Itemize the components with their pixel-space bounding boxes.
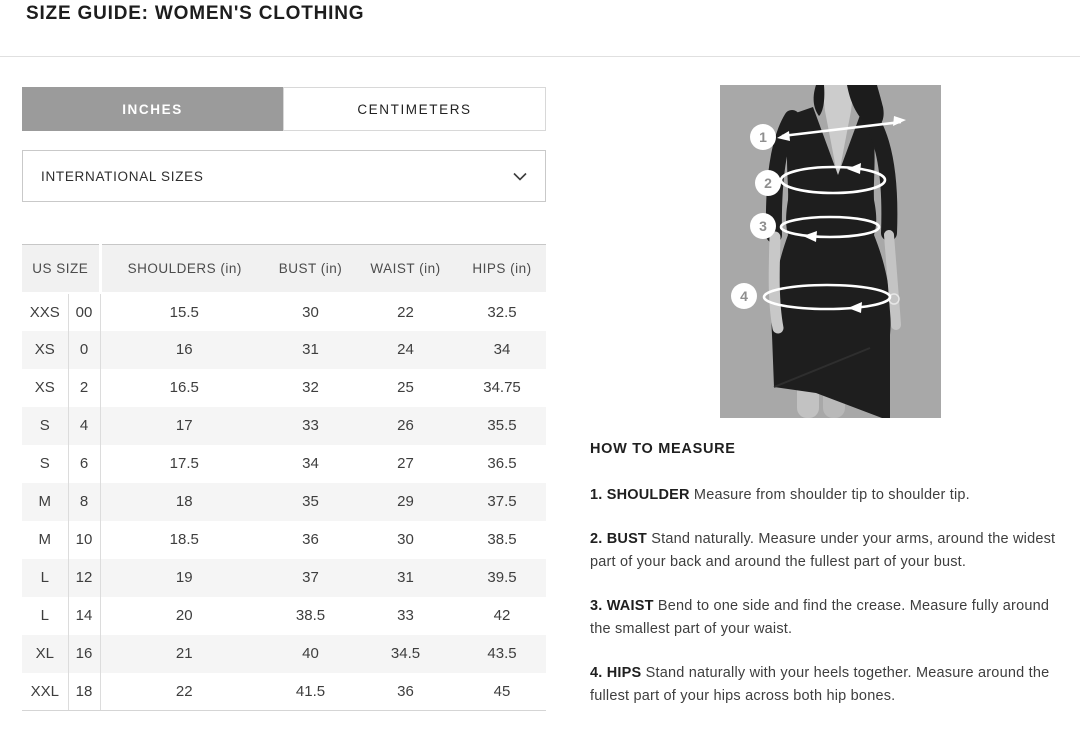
table-row bbox=[22, 445, 546, 483]
shoulders-cell: 16.5 bbox=[169, 379, 199, 396]
bust-cell: 40 bbox=[302, 645, 319, 662]
us-size-cell: 12 bbox=[68, 559, 100, 597]
page-title: SIZE GUIDE: WOMEN'S CLOTHING bbox=[26, 3, 365, 24]
size-letter-cell: XXL bbox=[22, 673, 68, 711]
waist-cell: 26 bbox=[397, 417, 414, 434]
bust-cell: 34 bbox=[302, 455, 319, 472]
waist-cell: 29 bbox=[397, 493, 414, 510]
shoulders-cell: 22 bbox=[100, 673, 268, 711]
table-row bbox=[22, 559, 546, 597]
hips-cell: 37.5 bbox=[487, 493, 517, 510]
table-row bbox=[22, 293, 546, 331]
hips-cell: 45 bbox=[458, 673, 546, 711]
header-us-size: US SIZE bbox=[22, 245, 100, 293]
us-size-cell: 8 bbox=[68, 483, 100, 521]
unit-tabs bbox=[22, 87, 546, 131]
size-table bbox=[22, 244, 546, 711]
size-letter-cell: M bbox=[22, 483, 68, 521]
size-letter-cell: XS bbox=[22, 331, 68, 369]
hips-cell: 38.5 bbox=[487, 531, 517, 548]
bust-cell: 33 bbox=[302, 417, 319, 434]
bust-cell: 35 bbox=[302, 493, 319, 510]
measure-step-waist: 3. WAIST Bend to one side and find the crease. Measure fully around the smallest part of your waist. bbox=[590, 598, 1050, 637]
size-letter-cell: S bbox=[22, 407, 68, 445]
bust-cell: 38.5 bbox=[295, 607, 326, 624]
shoulders-cell: 16 bbox=[175, 341, 193, 358]
header-shoulders: SHOULDERS (in) bbox=[100, 245, 268, 293]
hips-cell: 36.5 bbox=[487, 455, 517, 472]
size-letter-cell: XL bbox=[22, 635, 68, 673]
measure-badge-2 bbox=[755, 170, 781, 196]
shoulders-cell: 15.5 bbox=[169, 303, 199, 321]
measure-badge-1 bbox=[750, 124, 776, 150]
svg-text:2: 2 bbox=[764, 175, 772, 191]
header-bust: BUST (in) bbox=[268, 245, 353, 293]
hips-cell: 34.75 bbox=[483, 379, 521, 396]
us-size-cell: 18 bbox=[68, 673, 100, 711]
svg-text:4: 4 bbox=[740, 288, 748, 304]
bust-cell: 36 bbox=[302, 531, 319, 548]
measure-badge-4 bbox=[731, 283, 757, 309]
header-waist: WAIST (in) bbox=[353, 245, 458, 293]
us-size-cell: 4 bbox=[68, 407, 100, 445]
shoulders-cell: 20 bbox=[175, 607, 193, 624]
shoulders-cell: 17 bbox=[175, 417, 193, 434]
hips-cell: 35.5 bbox=[487, 417, 517, 434]
size-table-body bbox=[22, 293, 546, 711]
bust-cell: 41.5 bbox=[268, 673, 353, 711]
waist-cell: 24 bbox=[397, 341, 414, 358]
international-sizes-dropdown[interactable] bbox=[22, 150, 546, 202]
svg-text:1: 1 bbox=[759, 129, 767, 145]
header-divider bbox=[0, 56, 1080, 57]
hips-cell: 42 bbox=[493, 607, 511, 624]
size-letter-cell: XXS bbox=[22, 293, 68, 331]
tab-centimeters[interactable]: CENTIMETERS bbox=[283, 87, 546, 131]
us-size-cell: 10 bbox=[68, 521, 100, 559]
waist-cell: 33 bbox=[397, 607, 414, 624]
size-guide-panel bbox=[22, 87, 546, 711]
size-letter-cell: L bbox=[22, 597, 68, 635]
table-row bbox=[22, 369, 546, 407]
waist-cell: 25 bbox=[397, 379, 414, 396]
size-letter-cell: L bbox=[22, 559, 68, 597]
measure-step-bust: 2. BUST Stand naturally. Measure under your arms, around the widest part of your back and around the fullest part of your bust. bbox=[590, 531, 1056, 570]
hips-cell: 39.5 bbox=[487, 569, 517, 586]
size-letter-cell: XS bbox=[22, 369, 68, 407]
shoulders-cell: 19 bbox=[175, 569, 193, 586]
waist-cell: 30 bbox=[397, 531, 414, 548]
hips-cell: 34 bbox=[493, 341, 511, 358]
bust-cell: 31 bbox=[302, 341, 319, 358]
us-size-cell: 16 bbox=[68, 635, 100, 673]
waist-cell: 31 bbox=[397, 569, 414, 586]
table-row bbox=[22, 673, 546, 711]
how-to-measure-heading: HOW TO MEASURE bbox=[590, 441, 736, 457]
us-size-cell: 0 bbox=[68, 331, 100, 369]
tab-inches[interactable]: INCHES bbox=[22, 87, 283, 131]
size-letter-cell: M bbox=[22, 521, 68, 559]
shoulders-cell: 18 bbox=[175, 493, 193, 510]
measure-step-hips: 4. HIPS Stand naturally with your heels together. Measure around the fullest part of your hips across both hip bones. bbox=[590, 665, 1050, 704]
measure-badge-3 bbox=[750, 213, 776, 239]
us-size-cell: 2 bbox=[68, 369, 100, 407]
table-row bbox=[22, 331, 546, 369]
us-size-cell: 6 bbox=[68, 445, 100, 483]
model-measurement-image bbox=[720, 85, 941, 418]
header-hips: HIPS (in) bbox=[458, 245, 546, 293]
shoulders-cell: 17.5 bbox=[169, 455, 199, 472]
waist-cell: 22 bbox=[397, 303, 414, 321]
us-size-cell: 00 bbox=[68, 293, 100, 331]
size-table-header bbox=[22, 245, 546, 293]
table-row bbox=[22, 521, 546, 559]
size-letter-cell: S bbox=[22, 445, 68, 483]
svg-text:3: 3 bbox=[759, 218, 767, 234]
table-row bbox=[22, 597, 546, 635]
how-to-measure-section bbox=[590, 441, 1068, 729]
bust-cell: 32 bbox=[302, 379, 319, 396]
waist-cell: 36 bbox=[353, 673, 458, 711]
table-row bbox=[22, 407, 546, 445]
us-size-cell: 14 bbox=[68, 597, 100, 635]
shoulders-cell: 18.5 bbox=[169, 531, 199, 548]
table-row bbox=[22, 635, 546, 673]
bust-cell: 30 bbox=[302, 303, 319, 321]
hips-cell: 43.5 bbox=[487, 645, 517, 662]
chevron-down-icon bbox=[513, 172, 527, 181]
waist-cell: 34.5 bbox=[390, 645, 421, 662]
hips-cell: 32.5 bbox=[487, 303, 517, 321]
shoulders-cell: 21 bbox=[175, 645, 193, 662]
waist-cell: 27 bbox=[397, 455, 414, 472]
dropdown-selected-value: INTERNATIONAL SIZES bbox=[41, 168, 204, 184]
bust-cell: 37 bbox=[302, 569, 319, 586]
table-row bbox=[22, 483, 546, 521]
measure-step-shoulder: 1. SHOULDER Measure from shoulder tip to shoulder tip. bbox=[590, 487, 970, 503]
